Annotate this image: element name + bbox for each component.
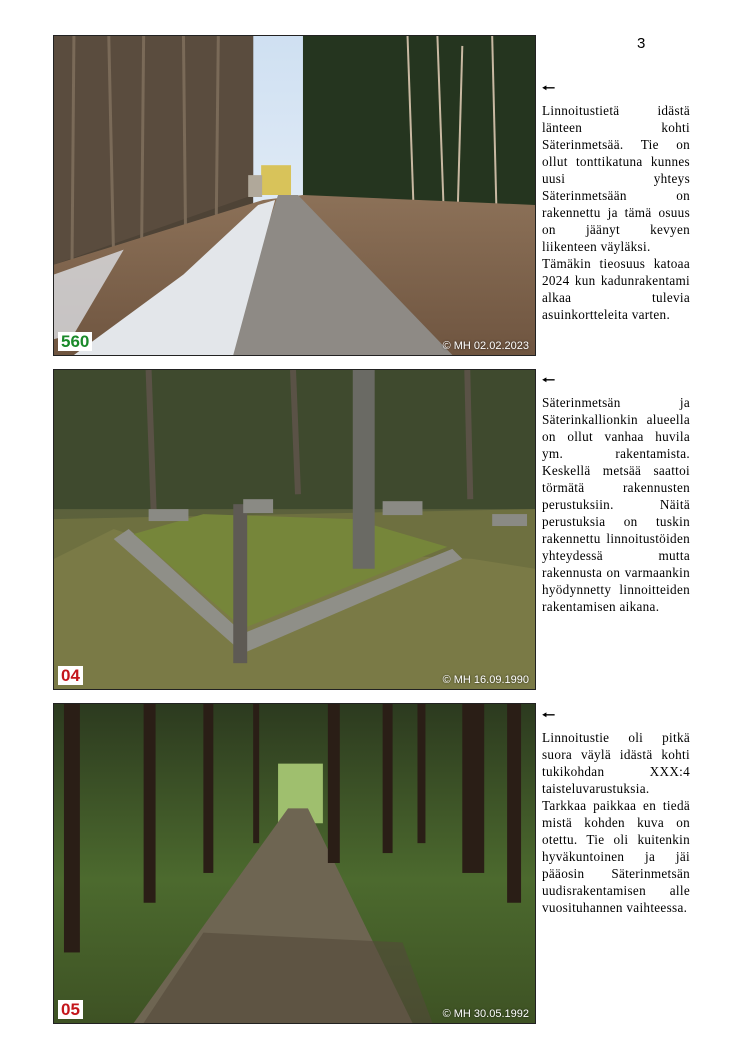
photo-forest-path: [53, 703, 536, 1024]
arrow-left-icon: 🠐: [542, 706, 556, 724]
arrow-left-icon: 🠐: [542, 79, 556, 97]
arrow-left-icon: 🠐: [542, 371, 556, 389]
figure-number-badge: 04: [58, 666, 83, 685]
photo-credit: © MH 02.02.2023: [442, 340, 529, 352]
photo-credit: © MH 16.09.1990: [442, 674, 529, 686]
photo-credit: © MH 30.05.1992: [442, 1008, 529, 1020]
caption-block: [542, 372, 690, 615]
caption-block: [542, 80, 690, 323]
figure-number-badge: 05: [58, 1000, 83, 1019]
figure-number-badge: 560: [58, 332, 92, 351]
caption-text: Säterinmetsän ja Säterinkallionkin alueella on ollut vanhaa huvila ym. rakentamista. Keskellä metsää saattoi törmätä rakennusten perustuksiin. Näitä perustuksia on tuskin rakennettu linnoitustöiden yhteydessä mutta rakennusta on varmaankin hyödynnetty linnoitteiden rakentamisen aikana.: [542, 395, 690, 614]
photo-snowy-road: [53, 35, 536, 356]
caption-text: Linnoitustie oli pitkä suora väylä idästä kohti tukikohdan XXX:4 taisteluvarustuksia. Tarkkaa paikkaa en tiedä mistä kohden kuva on otettu. Tie oli kuitenkin hyväkuntoinen ja jäi pääosin Säterinmetsän uudisrakentamisen alle vuosituhannen vaihteessa.: [542, 730, 690, 915]
page-number: 3: [637, 35, 646, 52]
photo-foundation-ruins: [53, 369, 536, 690]
caption-block: [542, 707, 690, 916]
caption-text: Linnoitustietä idästä länteen kohti Säterinmetsää. Tie on ollut tonttikatuna kunnes uusi yhteys Säterinmetsään on rakennettu ja tämä osuus on jäänyt kevyen liikenteen väyläksi. Tämäkin tieosuus katoaa 2024 kun kadunrakentami alkaa tulevia asuinkortteleita varten.: [542, 103, 690, 322]
